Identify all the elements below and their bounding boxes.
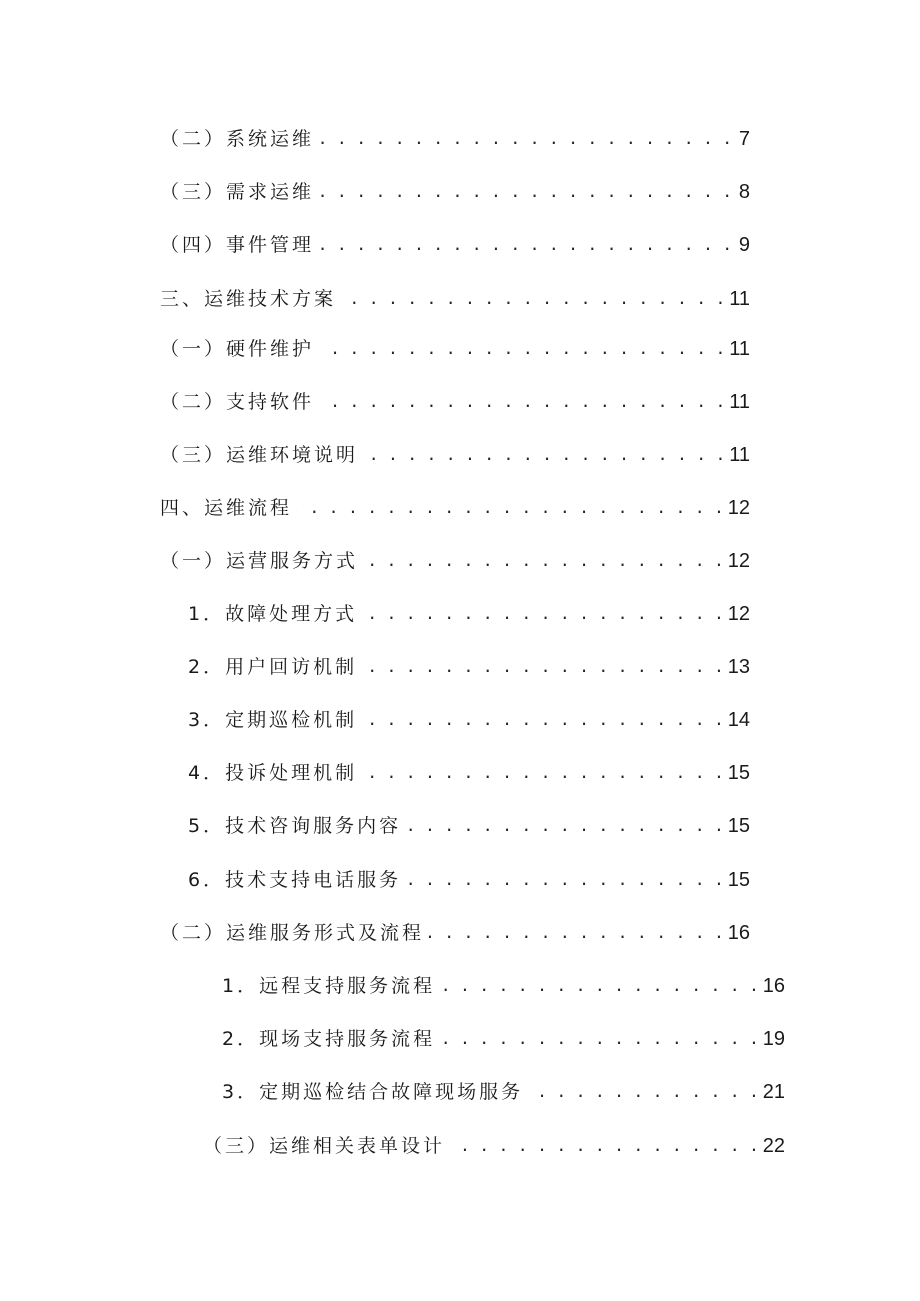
- toc-entry-title: （二）系统运维: [160, 128, 315, 150]
- toc-entry-title: 1．故障处理方式: [188, 603, 358, 625]
- toc-page-number: 12: [727, 603, 750, 625]
- toc-entry[interactable]: [203, 1131, 785, 1161]
- toc-dot-leader: [362, 546, 724, 576]
- toc-entry[interactable]: [160, 177, 750, 207]
- toc-page-number: 15: [727, 869, 750, 891]
- toc-entry-title: 1．远程支持服务流程: [222, 975, 436, 997]
- toc-dot-leader: [318, 387, 725, 417]
- toc-page-number: 11: [729, 444, 750, 466]
- toc-entry[interactable]: [188, 865, 750, 895]
- toc-entry-title: 三、运维技术方案: [160, 288, 337, 310]
- toc-dot-leader: [318, 177, 732, 207]
- toc-entry-title: 2．现场支持服务流程: [222, 1028, 436, 1050]
- toc-page-number: 22: [762, 1135, 785, 1157]
- toc-dot-leader: [296, 493, 724, 523]
- toc-page-number: 15: [727, 762, 750, 784]
- toc-dot-leader: [439, 1024, 759, 1054]
- toc-entry[interactable]: [160, 284, 750, 314]
- toc-dot-leader: [318, 124, 732, 154]
- toc-entry[interactable]: [160, 387, 750, 417]
- toc-dot-leader: [439, 971, 759, 1001]
- toc-page-number: 7: [738, 128, 750, 150]
- toc-dot-leader: [340, 284, 725, 314]
- toc-page-number: 15: [727, 815, 750, 837]
- toc-entry-title: （四）事件管理: [160, 234, 315, 256]
- toc-dot-leader: [318, 334, 725, 364]
- toc-entry[interactable]: [188, 652, 750, 682]
- toc-entry[interactable]: [160, 230, 750, 260]
- toc-dot-leader: [527, 1077, 759, 1107]
- toc-dot-leader: [405, 811, 724, 841]
- toc-entry[interactable]: [160, 440, 750, 470]
- toc-entry-title: （二）运维服务形式及流程: [160, 922, 425, 944]
- toc-entry-title: （一）硬件维护: [160, 338, 315, 360]
- toc-entry-title: 6．技术支持电话服务: [188, 869, 402, 891]
- toc-page-number: 11: [729, 391, 750, 413]
- toc-entry[interactable]: [160, 546, 750, 576]
- toc-entry-title: （二）支持软件: [160, 391, 315, 413]
- toc-entry[interactable]: [188, 599, 750, 629]
- toc-page-number: 9: [738, 234, 750, 256]
- toc-dot-leader: [428, 918, 724, 948]
- toc-entry[interactable]: [222, 1024, 785, 1054]
- toc-page-number: 16: [727, 922, 750, 944]
- toc-page-number: 14: [727, 709, 750, 731]
- toc-page-number: 12: [727, 550, 750, 572]
- toc-dot-leader: [449, 1131, 759, 1161]
- toc-entry-title: 4．投诉处理机制: [188, 762, 358, 784]
- toc-entry-title: （三）运维相关表单设计: [203, 1135, 446, 1157]
- toc-entry-title: （三）需求运维: [160, 181, 315, 203]
- toc-page-number: 16: [762, 975, 785, 997]
- toc-entry-title: 3．定期巡检结合故障现场服务: [222, 1081, 524, 1103]
- toc-page-number: 8: [738, 181, 750, 203]
- toc-dot-leader: [361, 758, 724, 788]
- toc-entry-title: （一）运营服务方式: [160, 550, 359, 572]
- toc-dot-leader: [318, 230, 732, 260]
- toc-page-number: 12: [727, 497, 750, 519]
- toc-dot-leader: [361, 599, 724, 629]
- toc-entry[interactable]: [188, 705, 750, 735]
- toc-entry-title: 2．用户回访机制: [188, 656, 358, 678]
- toc-dot-leader: [362, 440, 725, 470]
- toc-entry[interactable]: [160, 918, 750, 948]
- toc-page-number: 13: [727, 656, 750, 678]
- toc-page-number: 11: [729, 288, 750, 310]
- toc-entry[interactable]: [188, 811, 750, 841]
- toc-dot-leader: [405, 865, 724, 895]
- toc-entry[interactable]: [222, 971, 785, 1001]
- toc-entry-title: 3．定期巡检机制: [188, 709, 358, 731]
- toc-page-number: 19: [762, 1028, 785, 1050]
- toc-page-number: 11: [729, 338, 750, 360]
- toc-dot-leader: [361, 705, 724, 735]
- toc-dot-leader: [361, 652, 724, 682]
- toc-entry[interactable]: [160, 334, 750, 364]
- toc-page-number: 21: [762, 1081, 785, 1103]
- toc-entry-title: 5．技术咨询服务内容: [188, 815, 402, 837]
- toc-entry-title: （三）运维环境说明: [160, 444, 359, 466]
- toc-entry[interactable]: [188, 758, 750, 788]
- toc-entry-title: 四、运维流程: [160, 497, 293, 519]
- toc-entry[interactable]: [160, 493, 750, 523]
- toc-entry[interactable]: [160, 124, 750, 154]
- toc-entry[interactable]: [222, 1077, 785, 1107]
